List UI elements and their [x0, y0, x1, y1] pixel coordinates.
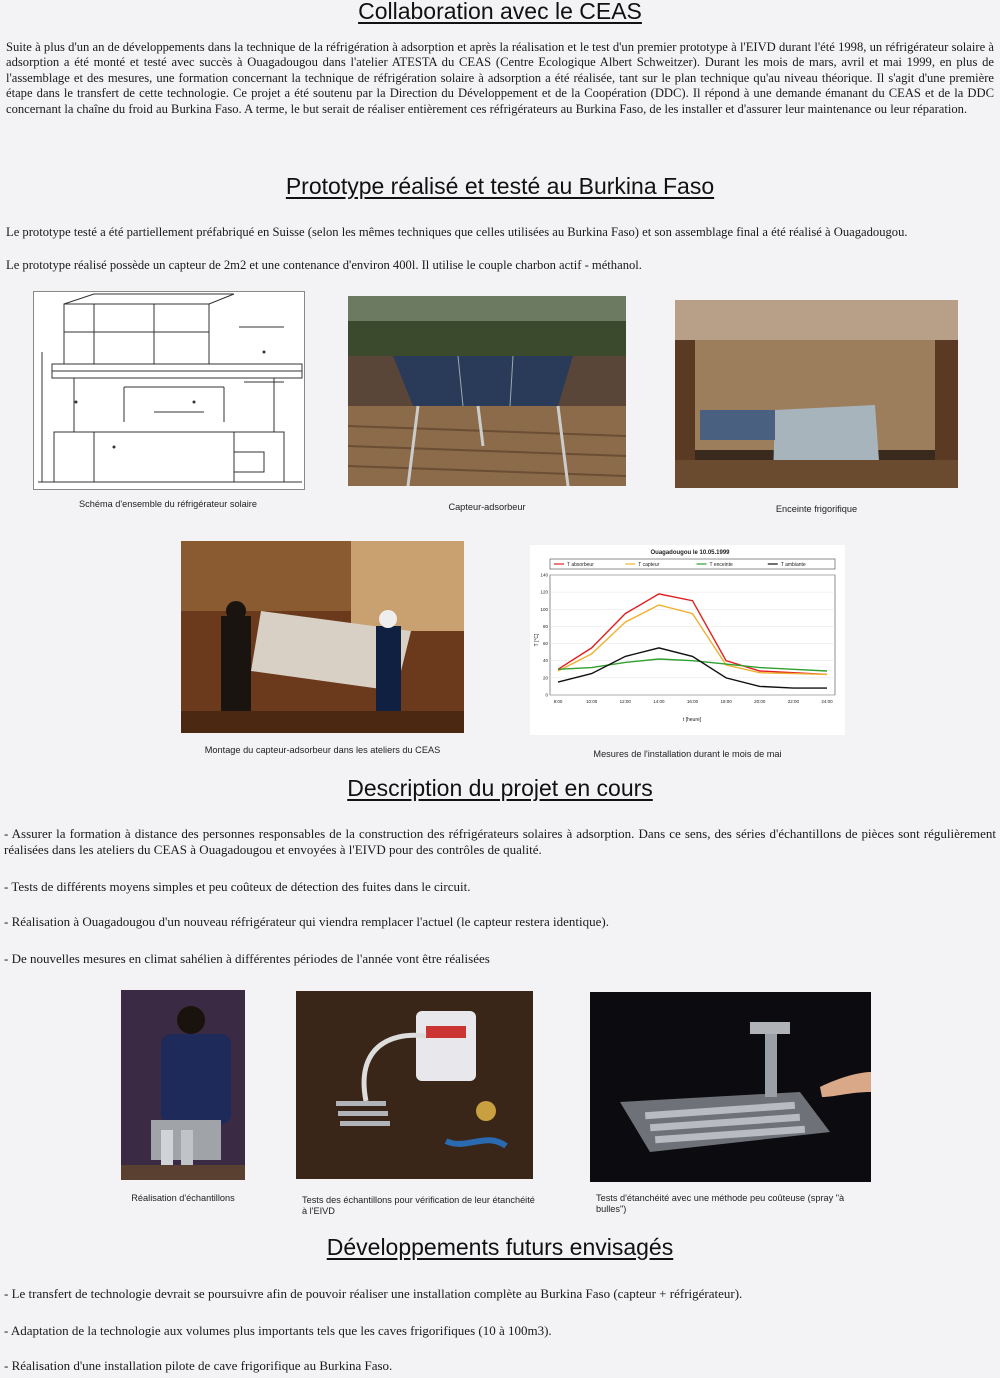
caption-schema: Schéma d'ensemble du réfrigérateur solaire: [79, 499, 257, 509]
heading-collaboration: Collaboration avec le CEAS: [358, 0, 642, 24]
figure-tests-spray: [590, 992, 871, 1182]
chart-y-tick: 140: [540, 572, 548, 578]
chart-y-tick: 0: [545, 692, 548, 698]
photo-capteur: [348, 296, 626, 486]
heading-prototype: Prototype réalisé et testé au Burkina Faso: [285, 173, 715, 199]
chart-x-tick: 20:00: [754, 699, 766, 704]
figure-mesures-chart: [530, 545, 845, 735]
chart-y-tick: 100: [540, 606, 548, 612]
heading-developpements-futurs: Développements futurs envisagés: [326, 1234, 674, 1260]
photo-tests-eivd: [296, 991, 533, 1179]
chart-y-tick: 80: [542, 623, 548, 629]
chart-y-tick: 60: [542, 641, 548, 647]
chart-y-tick: 20: [542, 675, 548, 681]
chart-x-tick: 16:00: [686, 699, 699, 704]
caption-mesures: Mesures de l'installation durant le mois de mai: [593, 749, 782, 759]
heading-projet-en-cours: Description du projet en cours: [347, 775, 653, 801]
chart-plot-area: [550, 575, 835, 695]
chart-x-tick: 24:00: [821, 699, 833, 704]
photo-tests-spray: [590, 992, 871, 1182]
chart-x-tick: 14:00: [653, 699, 665, 704]
chart-x-tick: 8:00: [553, 699, 563, 704]
chart-x-tick: 22:00: [787, 699, 800, 704]
caption-montage: Montage du capteur-adsorbeur dans les ateliers du CEAS: [204, 745, 441, 755]
schema-drawing: [34, 292, 304, 489]
measurement-chart: [530, 545, 845, 735]
figure-enceinte-frigorifique: [675, 300, 958, 488]
chart-y-tick: 40: [542, 658, 548, 664]
caption-tests-eivd: Tests des échantillons pour vérification de leur étanchéité à l'EIVD: [302, 1195, 535, 1216]
figure-schema-refrigerateur: [33, 291, 305, 490]
chart-x-tick: 18:00: [720, 699, 732, 704]
figure-capteur-adsorbeur: [348, 296, 626, 486]
chart-title: Ouagadougou le 10.05.1999: [650, 550, 730, 556]
chart-x-tick: 12:00: [619, 699, 631, 704]
bullet-futur-1: - Le transfert de technologie devrait se poursuivre afin de pouvoir réaliser une installation complète au Burkina Faso (capteur + réfrigérateur).: [4, 1286, 743, 1301]
chart-legend-label: T enceinte: [709, 562, 733, 568]
chart-y-tick: 120: [540, 589, 548, 595]
chart-legend-label: T absorbeur: [567, 562, 594, 568]
chart-legend-label: T ambiante: [780, 562, 806, 568]
chart-legend-label: T capteur: [638, 562, 660, 568]
photo-montage: [181, 541, 464, 733]
chart-xlabel: t [heure]: [682, 717, 702, 723]
caption-echantillons: Réalisation d'échantillons: [131, 1193, 235, 1203]
paragraph-prototype-2: Le prototype réalisé possède un capteur de 2m2 et une contenance d'environ 400l. Il utilise le couple charbon actif - méthanol.: [6, 258, 642, 272]
chart-x-tick: 10:00: [585, 699, 598, 704]
caption-tests-spray: Tests d'étanchéité avec une méthode peu coûteuse (spray "à bulles"): [596, 1193, 845, 1214]
paragraph-collaboration: Suite à plus d'un an de développements dans la technique de la réfrigération à adsorption et après la réalisation et le test d'un premier prototype à l'EIVD durant l'été 1998, un réfrigérateur solaire à adsorption a été monté et testé avec succès à Ouagadougou dans l'atelier ATESTA du CEAS (Centre Ecologique Albert Schweitzer). Durant les mois de mars, avril et mai 1999, en plus de l'assemblage et des mesures, une formation concernant la technique de réfrigération solaire à adsorption a été réalisée, tant sur le plan technique qu'au niveau théorique. Il s'agit d'une première étape dans le transfert de cette technologie. Ce projet a été soutenu par la Direction du Développement et de la Coopération (DDC). Il répond à une demande émanant du CEAS et de la DDC concernant la chaîne du froid au Burkina Faso. A terme, le but serait de réaliser entièrement ces réfrigérateurs au Burkina Faso, de les installer et d'assurer leur maintenance ou leur réparation.: [6, 40, 994, 116]
bullet-futur-3: - Réalisation d'une installation pilote de cave frigorifique au Burkina Faso.: [4, 1358, 393, 1373]
photo-enceinte: [675, 300, 958, 488]
chart-ylabel: T [°C]: [534, 633, 540, 647]
figure-echantillons: [121, 990, 245, 1180]
photo-echantillons: [121, 990, 245, 1180]
caption-enceinte: Enceinte frigorifique: [775, 504, 858, 514]
caption-capteur: Capteur-adsorbeur: [448, 502, 526, 512]
bullet-projet-1: - Assurer la formation à distance des personnes responsables de la construction des réfrigérateurs solaires à adsorption. Dans ce sens, des séries d'échantillons de pièces sont régulièrement réalisées dans les ateliers du CEAS à Ouagadougou et envoyées à l'EIVD pour des contrôles de qualité.: [4, 826, 996, 857]
bullet-projet-4: - De nouvelles mesures en climat sahélien à différentes périodes de l'année vont être réalisées: [4, 951, 490, 966]
bullet-projet-2: - Tests de différents moyens simples et peu coûteux de détection des fuites dans le circuit.: [4, 879, 471, 894]
figure-montage: [181, 541, 464, 733]
bullet-projet-3: - Réalisation à Ouagadougou d'un nouveau réfrigérateur qui viendra remplacer l'actuel (le capteur restera identique).: [4, 914, 609, 929]
bullet-futur-2: - Adaptation de la technologie aux volumes plus importants tels que les caves frigorifiques (10 à 100m3).: [4, 1323, 552, 1338]
paragraph-prototype-1: Le prototype testé a été partiellement préfabriqué en Suisse (selon les mêmes techniques que celles utilisées au Burkina Faso) et son assemblage final a été réalisé à Ouagadougou.: [6, 225, 908, 239]
figure-tests-eivd: [296, 991, 533, 1179]
